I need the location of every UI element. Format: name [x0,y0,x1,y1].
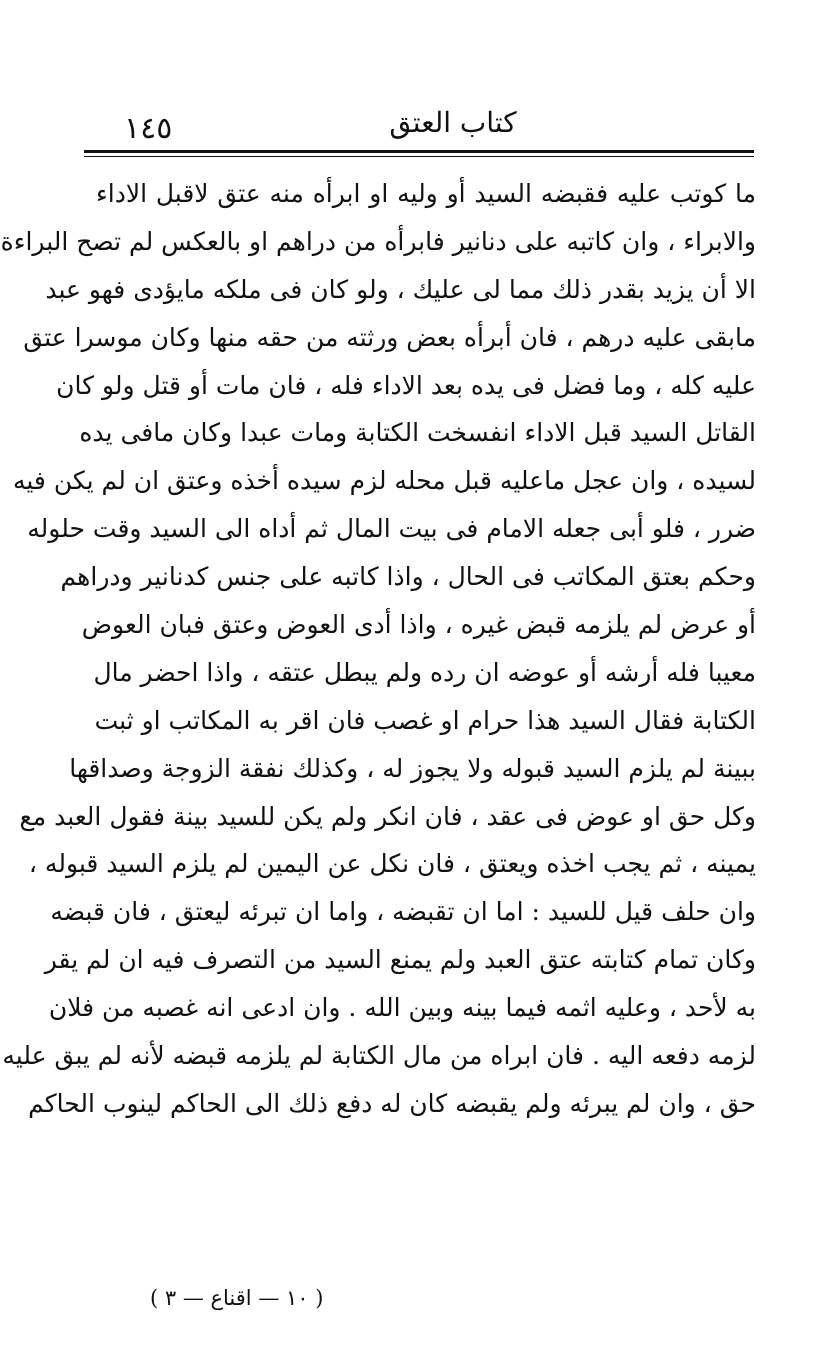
text-line: وحكم بعتق المكاتب فى الحال ، واذا كاتبه على جنس كدنانير ودراهم [60,562,756,592]
body-text [0,170,756,1128]
text-line: الكتابة فقال السيد هذا حرام او غصب فان اقر به المكاتب او ثبت [94,705,756,735]
text-line: لسيده ، وان عجل ماعليه قبل محله لزم سيده أخذه وعتق ان لم يكن فيه [12,466,756,496]
footer-signature: ( ١٠ — اقناع — ٣ ) [150,1286,324,1310]
header-rule [84,150,754,153]
text-line: يمينه ، ثم يجب اخذه ويعتق ، فان نكل عن اليمين لم يلزم السيد قبوله ، [28,849,756,879]
text-line: مابقى عليه درهم ، فان أبرأه بعض ورثته من حقه منها وكان موسرا عتق [23,322,756,352]
text-line: ضرر ، فلو أبى جعله الامام فى بيت المال ثم أداه الى السيد وقت حلوله [27,514,756,544]
text-line: أو عرض لم يلزمه قبض غيره ، واذا أدى العوض وعتق فبان العوض [81,610,756,640]
text-line: القاتل السيد قبل الاداء انفسخت الكتابة ومات عبدا وكان مافى يده [79,418,756,448]
text-line: والابراء ، وان كاتبه على دنانير فابرأه من دراهم او بالعكس لم تصح البراءة [0,226,756,256]
text-line: ما كوتب عليه فقبضه السيد أو وليه او ابرأه منه عتق لاقبل الاداء [96,179,756,208]
page-header [88,100,752,150]
text-line: وان حلف قيل للسيد : اما ان تقبضه ، واما ان تبرئه ليعتق ، فان قبضه [50,897,756,927]
text-line: به لأحد ، وعليه اثمه فيما بينه وبين الله . وان ادعى انه غصبه من فلان [48,993,756,1023]
text-line: وكل حق او عوض فى عقد ، فان انكر ولم يكن للسيد بينة فقول العبد مع [19,801,756,831]
header-rule-thin [84,156,754,157]
text-line: عليه كله ، وما فضل فى يده بعد الاداء فله ، فان مات أو قتل ولو كان [56,370,756,400]
text-line: معيبا فله أرشه أو عوضه ان رده ولم يبطل عتقه ، واذا احضر مال [93,657,756,687]
text-line: ببينة لم يلزم السيد قبوله ولا يجوز له ، وكذلك نفقة الزوجة وصداقها [69,753,756,783]
text-line: حق ، وان لم يبرئه ولم يقبضه كان له دفع ذلك الى الحاكم لينوب الحاكم [28,1088,756,1118]
text-line: وكان تمام كتابته عتق العبد ولم يمنع السيد من التصرف فيه ان لم يقر [44,945,756,975]
text-line: لزمه دفعه اليه . فان ابراه من مال الكتابة لم يلزمه قبضه لأنه لم يبق عليه [2,1041,756,1071]
page-number: ١٤٥ [124,111,173,146]
text-line: الا أن يزيد بقدر ذلك مما لى عليك ، ولو كان فى ملكه مايؤدى فهو عبد [45,274,756,304]
running-title: كتاب العتق [389,106,517,139]
